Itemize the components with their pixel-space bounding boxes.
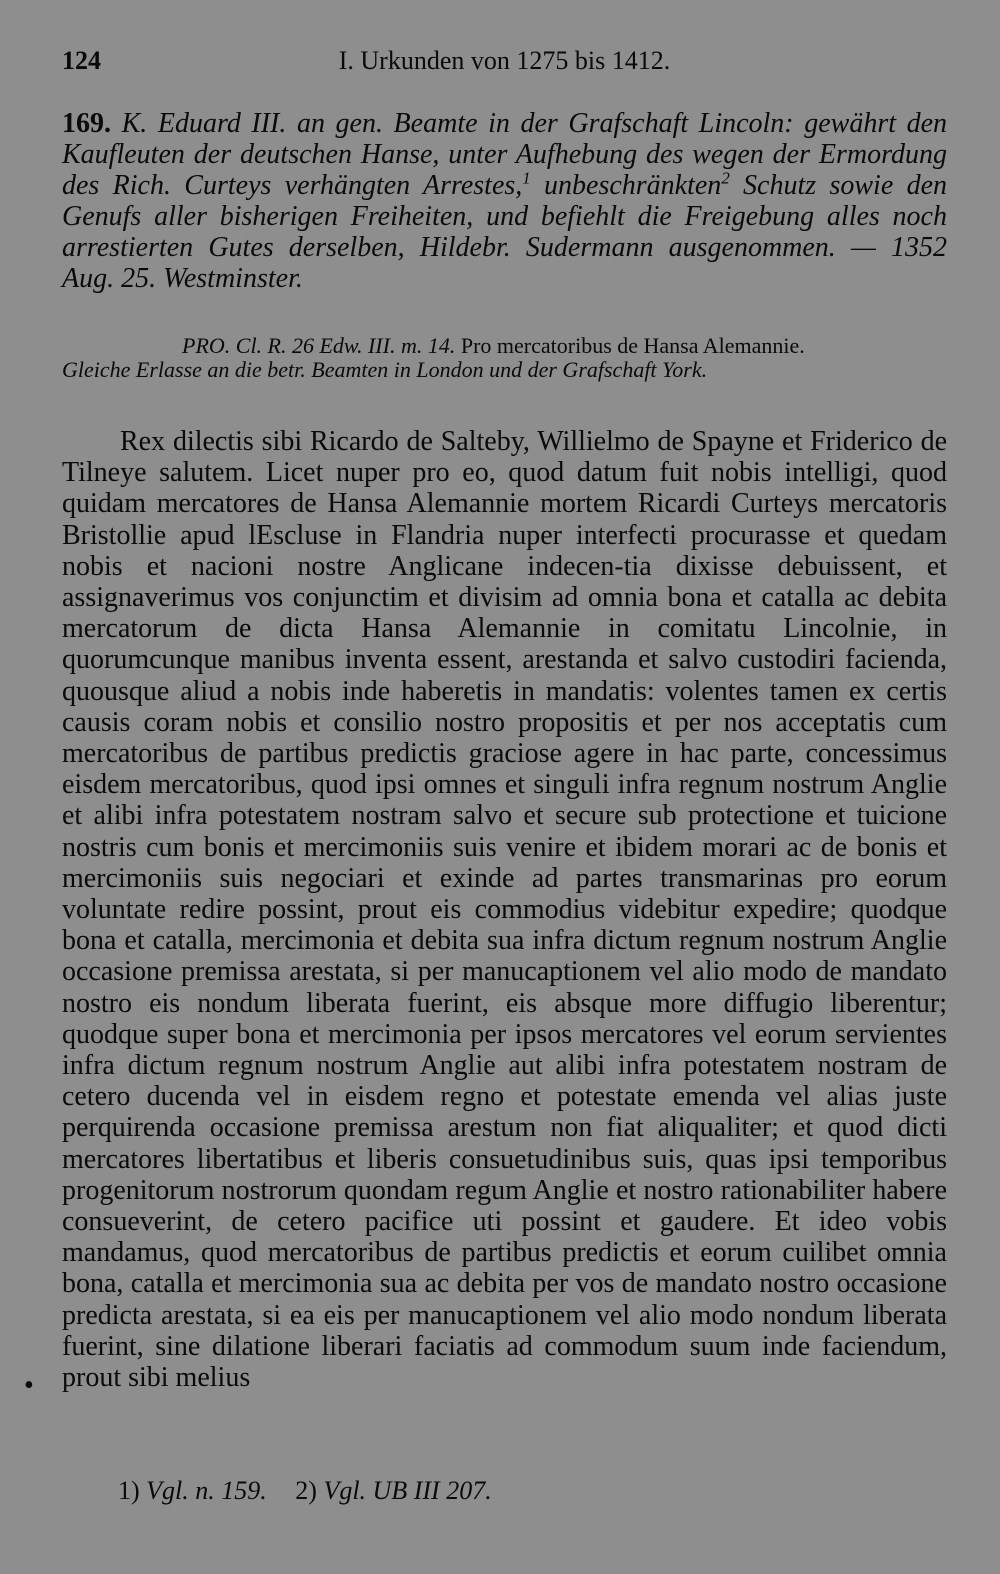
footnotes <box>118 1476 514 1506</box>
footnote-marker: 1) <box>118 1476 140 1505</box>
page-number: 124 <box>62 46 101 75</box>
archive-reference: PRO. Cl. R. 26 Edw. III. m. 14. <box>182 333 456 358</box>
entry-number: 169. <box>62 108 111 139</box>
source-note <box>62 334 947 382</box>
footnote-ref-2: 2 <box>721 168 730 188</box>
footnote-marker: 2) <box>295 1476 317 1505</box>
document-body: Rex dilectis sibi Ricardo de Salteby, Willielmo de Spayne et Friderico de Tilneye salutem. Licet nuper pro eo, quod datum fuit nobis intelligi, quod quidam mercatores de Hansa Alemannie mortem Ricardi Curteys mercatoris Bristollie apud lEscluse in Flandria nuper interfecti procurasse et quedam nobis et nacioni nostre Anglicane indecen-tia dixisse debuissent, et assignaverimus vos conjunctim et divisim ad omnia bona et catalla ac debita mercatorum de dicta Hansa Alemannie in comitatu Lincolnie, in quorumcunque manibus inventa essent, arestanda et salvo custodiri facienda, quousque aliud a nobis inde haberetis in mandatis: volentes tamen ex certis causis coram nobis et consilio nostro propositis et per nos acceptatis cum mercatoribus de partibus predictis graciose agere in hac parte, concessimus eisdem mercatoribus, quod ipsi omnes et singuli infra regnum nostrum Anglie et alibi infra potestatem nostram salvo et secure sub protectione et tuicione nostris cum bonis et mercimoniis suis venire et ibidem morari ac de bonis et mercimoniis suis negociari et exinde ad partes transmarinas pro eorum voluntate redire possint, prout eis commodius videbitur expedire; quodque bona et catalla, mercimonia et debita sua infra dictum regnum nostrum Anglie occasione premissa arestata, si per manucaptionem vel alio modo de mandato nostro eis nondum liberata fuerint, eis absque more diffugio liberentur; quodque super bona et mercimonia per ipsos mercatores vel eorum servientes infra dictum regnum nostrum Anglie aut alibi infra potestatem nostram de cetero ducenda vel in eisdem regno et potestate emenda vel alias juste perquirenda occasione premissa arestum non fiat aliqualiter; et quod dicti mercatores libertatibus et liberis consuetudinibus suis, quas ipsi temporibus progenitorum nostrorum quondam regum Anglie et nostro rationabiliter habere consueverint, de cetero pacifice uti possint et gaudere. Et ideo vobis mandamus, quod mercatoribus de partibus predictis et eorum cuilibet omnia bona, catalla et mercimonia sua ac debita per vos de mandato nostro occasione predicta arestata, si ea eis per manucaptionem vel alio modo nondum liberata fuerint, sine dilatione liberari faciatis ad commodum suum inde faciendum, prout sibi melius <box>62 426 947 1394</box>
footnote-ref-1: 1 <box>522 168 531 188</box>
footnote-2 <box>295 1476 491 1505</box>
footnote-text: Vgl. n. 159. <box>146 1476 267 1505</box>
source-line <box>62 334 947 358</box>
heading-part-a: K. Eduard III. an gen. Beamte in der Grafschaft Lincoln: gewährt den Kaufleuten der deutschen Hanse, unter Aufhebung des wegen der Ermordung des Rich. Curteys verhängten Arrestes, <box>62 108 948 201</box>
footnote-text: Vgl. UB III 207. <box>323 1476 492 1505</box>
entry-heading <box>62 108 947 294</box>
page-header <box>62 46 947 86</box>
margin-mark: • <box>24 1370 34 1401</box>
source-title: Pro mercatoribus de Hansa Alemannie. <box>455 333 805 358</box>
heading-part-b: unbeschränkten <box>530 170 722 201</box>
footnote-1 <box>118 1476 267 1505</box>
source-remark: Gleiche Erlasse an die betr. Beamten in London und der Grafschaft York. <box>62 357 708 382</box>
running-title: I. Urkunden von 1275 bis 1412. <box>338 46 671 75</box>
heading-part-c: Schutz sowie den Genufs aller bisherigen Freiheiten, und befiehlt die Freigebung alles noch arrestierten Gutes derselben, Hildebr. Sudermann ausgenommen. — 1352 Aug. 25. Westminster. <box>62 170 947 294</box>
